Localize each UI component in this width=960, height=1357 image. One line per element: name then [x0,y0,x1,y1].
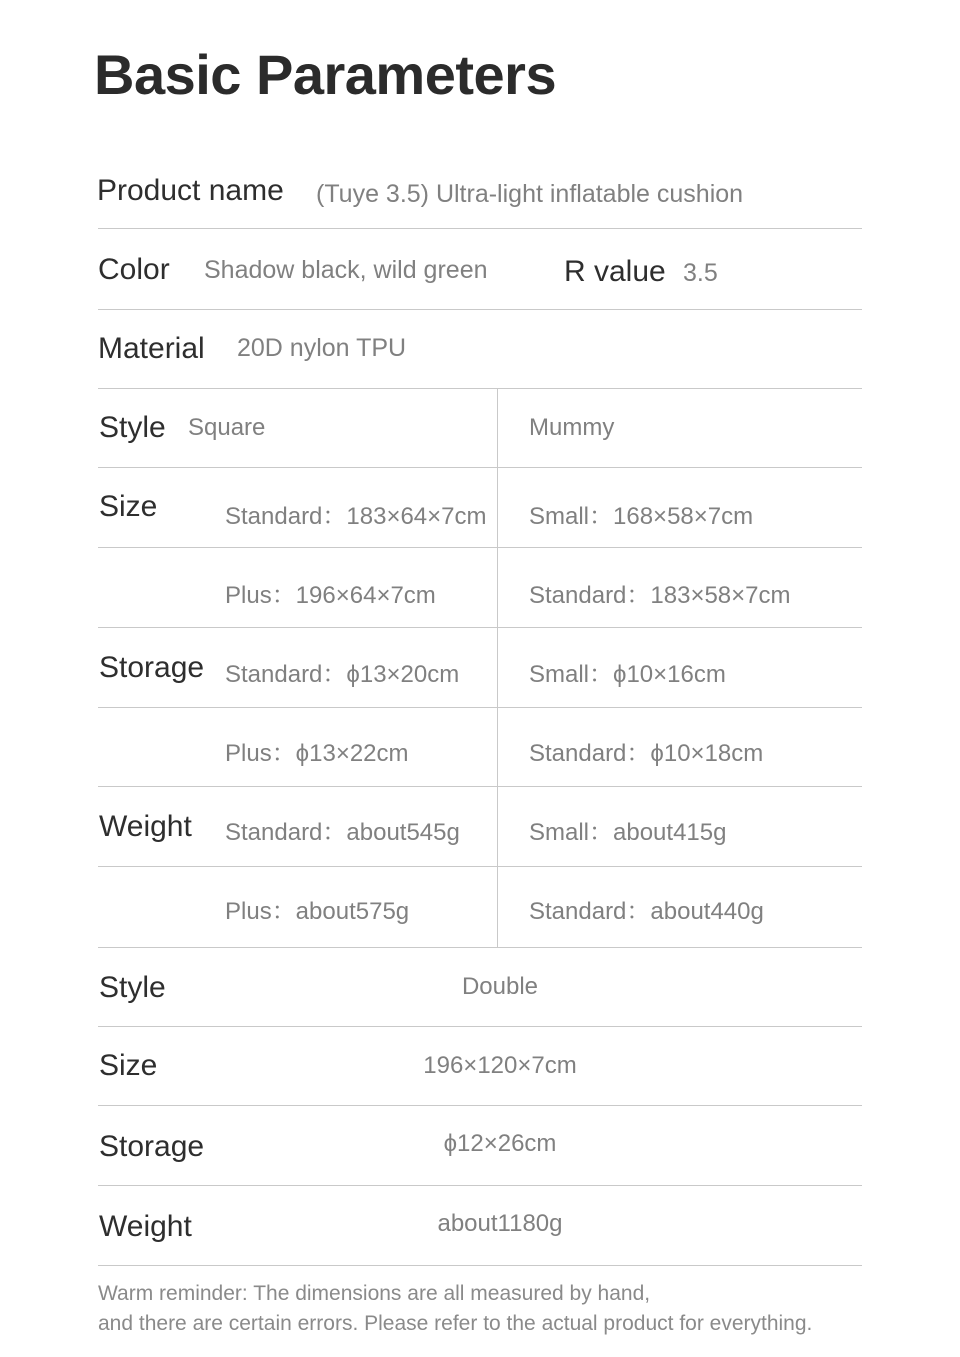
weight-row [98,787,862,867]
double-storage-label: Storage [99,1130,205,1163]
style-row [98,389,862,468]
weight-row-2 [98,867,862,948]
size-square-standard: Standard：183×64×7cm [225,503,487,530]
weight-mummy-small: Small：about415g [529,819,727,846]
double-storage-value: ϕ12×26cm [443,1130,557,1157]
material-value: 20D nylon TPU [237,334,407,362]
r-value-value: 3.5 [683,259,718,287]
double-style-value: Double [461,973,539,1000]
size-label: Size [99,490,158,523]
weight-mummy-standard: Standard：about440g [529,898,764,925]
double-style-row [98,948,862,1027]
product-name-row [98,160,862,229]
reminder-line-1: Warm reminder: The dimensions are all measured by hand, [98,1282,651,1305]
reminder-line-2: and there are certain errors. Please refer to the actual product for everything. [98,1312,813,1335]
material-row [98,310,862,389]
color-label: Color [98,253,170,286]
storage-mummy-small: Small：ϕ10×16cm [529,661,726,688]
product-name-label: Product name [97,174,284,207]
storage-mummy-standard: Standard：ϕ10×18cm [529,740,764,767]
double-size-row [98,1027,862,1106]
storage-row-2 [98,708,862,787]
double-storage-row [98,1106,862,1186]
double-size-label: Size [99,1049,158,1082]
size-square-plus: Plus：196×64×7cm [225,582,436,609]
style-mummy-value: Mummy [529,414,615,441]
storage-square-standard: Standard：ϕ13×20cm [225,661,460,688]
style-label: Style [99,411,166,444]
weight-label: Weight [99,810,192,843]
page-title: Basic Parameters [94,43,557,106]
style-square-value: Square [188,414,266,441]
double-weight-value: about1180g [437,1210,563,1237]
size-row-2 [98,548,862,628]
warm-reminder [98,1279,898,1339]
size-mummy-standard: Standard：183×58×7cm [529,582,791,609]
storage-row [98,628,862,708]
weight-square-standard: Standard：about545g [225,819,460,846]
material-label: Material [98,332,205,365]
double-weight-row [98,1186,862,1266]
double-weight-label: Weight [99,1210,192,1243]
storage-square-plus: Plus：ϕ13×22cm [225,740,409,767]
product-name-value: (Tuye 3.5) Ultra-light inflatable cushion [316,180,744,208]
r-value-label: R value [564,255,666,288]
weight-square-plus: Plus：about575g [225,898,410,925]
color-row [98,229,862,310]
size-row [98,468,862,548]
double-size-value: 196×120×7cm [423,1052,577,1079]
double-style-label: Style [99,971,166,1004]
color-value: Shadow black, wild green [204,256,488,284]
size-mummy-small: Small：168×58×7cm [529,503,754,530]
storage-label: Storage [99,651,205,684]
